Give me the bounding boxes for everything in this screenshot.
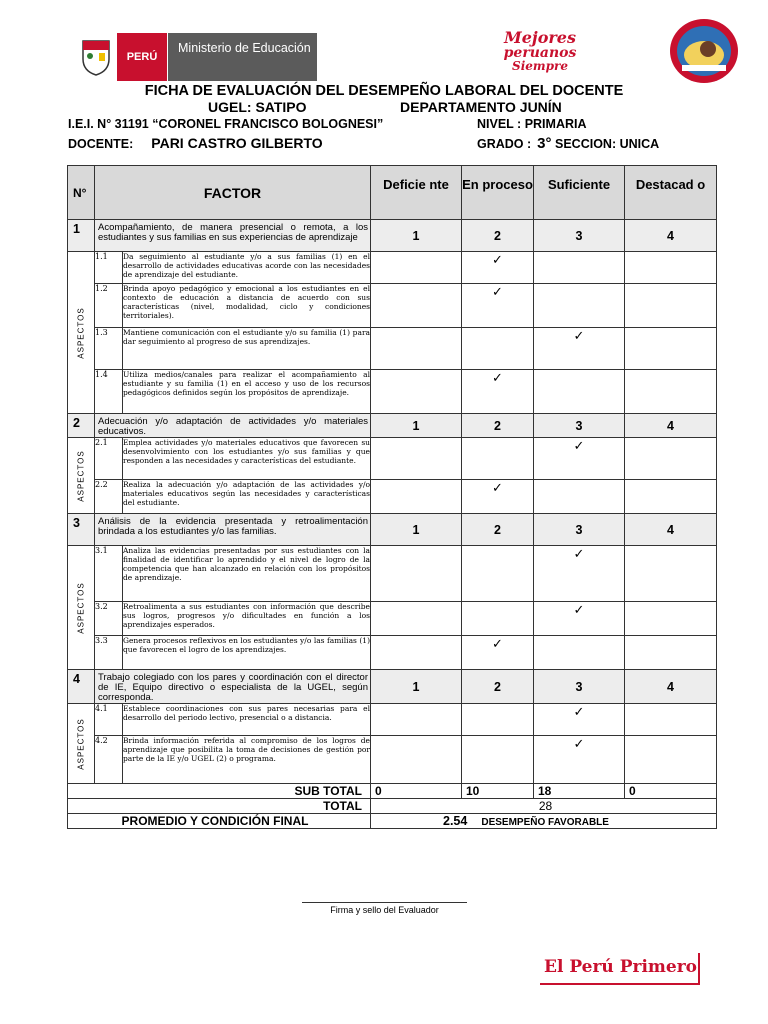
empty-check-cell — [371, 438, 462, 480]
check-mark-icon: ✓ — [534, 602, 625, 636]
aspect-code: 1.1 — [95, 252, 123, 284]
header-level-2: En proceso — [462, 166, 534, 220]
factor-level-number: 1 — [371, 220, 462, 252]
aspect-row — [68, 736, 717, 784]
factor-level-number: 4 — [625, 414, 717, 438]
aspects-label: ASPECTOS — [76, 306, 86, 359]
check-mark-icon: ✓ — [534, 328, 625, 370]
factor-level-number: 2 — [462, 670, 534, 704]
factor-row — [68, 414, 717, 438]
aspect-row — [68, 480, 717, 514]
empty-check-cell — [625, 252, 717, 284]
slogan-line-2: peruanos — [503, 45, 577, 61]
factor-number: 2 — [68, 414, 95, 438]
factor-text: Trabajo colegiado con los pares y coordinación con el director de IE, Equipo directivo o especialista de la UGEL, según corresponda. — [95, 670, 371, 704]
header-level-4: Destacad o — [625, 166, 717, 220]
subtotal-row — [68, 784, 717, 799]
average-value: 2.54 — [443, 814, 468, 828]
section-label: SECCION: UNICA — [555, 137, 660, 151]
check-mark-icon: ✓ — [534, 704, 625, 736]
factor-level-number: 3 — [534, 670, 625, 704]
empty-check-cell — [534, 480, 625, 514]
signature-line — [302, 902, 467, 903]
aspect-text: Establece coordinaciones con sus pares necesarias para el desarrollo del periodo lectivo, presencial o a distancia. — [123, 704, 371, 736]
average-label: PROMEDIO Y CONDICIÓN FINAL — [68, 814, 371, 829]
empty-check-cell — [625, 328, 717, 370]
final-condition: DESEMPEÑO FAVORABLE — [481, 817, 609, 828]
factor-level-number: 4 — [625, 220, 717, 252]
aspect-code: 3.3 — [95, 636, 123, 670]
department-label: DEPARTAMENTO JUNÍN — [400, 99, 562, 115]
empty-check-cell — [534, 370, 625, 414]
empty-check-cell — [371, 252, 462, 284]
empty-check-cell — [625, 602, 717, 636]
grade-label: GRADO : — [477, 137, 532, 151]
empty-check-cell — [371, 636, 462, 670]
aspect-code: 4.1 — [95, 704, 123, 736]
peru-label: PERÚ — [117, 33, 167, 81]
coat-of-arms-icon — [75, 33, 117, 81]
empty-check-cell — [462, 704, 534, 736]
form-title: FICHA DE EVALUACIÓN DEL DESEMPEÑO LABORAL DEL DOCENTE — [144, 83, 624, 99]
table-header-row — [68, 166, 717, 220]
factor-level-number: 2 — [462, 514, 534, 546]
empty-check-cell — [371, 370, 462, 414]
subtotal-value: 0 — [625, 784, 717, 799]
aspects-cell — [68, 546, 95, 670]
empty-check-cell — [625, 438, 717, 480]
empty-check-cell — [625, 284, 717, 328]
aspect-code: 2.2 — [95, 480, 123, 514]
school-name: I.E.I. N° 31191 “CORONEL FRANCISCO BOLOGNESI” — [68, 117, 384, 131]
aspect-row — [68, 328, 717, 370]
aspect-text: Da seguimiento al estudiante y/o a sus familias (1) en el desarrollo de actividades educativas acorde con las necesidades de aprendizaje del estudiante. — [123, 252, 371, 284]
aspect-row — [68, 704, 717, 736]
footer-logo: El Perú Primero — [540, 953, 700, 985]
grade-row — [477, 135, 659, 152]
aspect-code: 3.1 — [95, 546, 123, 602]
check-mark-icon: ✓ — [534, 736, 625, 784]
aspect-row — [68, 546, 717, 602]
aspect-code: 1.4 — [95, 370, 123, 414]
aspect-text: Emplea actividades y/o materiales educativos que favorecen su desenvolvimiento con los estudiantes y/o sus familias y que responden a las necesidades y características del estudiante. — [123, 438, 371, 480]
check-mark-icon: ✓ — [462, 636, 534, 670]
factor-level-number: 4 — [625, 514, 717, 546]
factor-level-number: 3 — [534, 220, 625, 252]
school-crest-icon — [668, 17, 740, 85]
empty-check-cell — [462, 438, 534, 480]
factor-row — [68, 514, 717, 546]
empty-check-cell — [625, 546, 717, 602]
slogan-line-1: Mejores — [504, 28, 576, 47]
aspect-text: Retroalimenta a sus estudiantes con información que describe sus logros, progresos y/o dificultades en función a los aprendizajes esperados. — [123, 602, 371, 636]
aspect-text: Realiza la adecuación y/o adaptación de las actividades y/o materiales educativos según las necesidades y características del estudiante. — [123, 480, 371, 514]
factor-text: Análisis de la evidencia presentada y retroalimentación brindada a los estudiantes y/o las familias. — [95, 514, 371, 546]
empty-check-cell — [462, 546, 534, 602]
factor-level-number: 1 — [371, 514, 462, 546]
header-number: N° — [68, 166, 95, 220]
empty-check-cell — [371, 284, 462, 328]
aspect-code: 1.2 — [95, 284, 123, 328]
factor-number: 4 — [68, 670, 95, 704]
empty-check-cell — [625, 636, 717, 670]
slogan-line-3: Siempre — [512, 59, 568, 73]
evaluation-table — [67, 165, 717, 829]
subtotal-value: 18 — [534, 784, 625, 799]
aspects-cell — [68, 438, 95, 514]
signature-label: Firma y sello del Evaluador — [330, 905, 439, 915]
grade-number: 3° — [537, 135, 552, 152]
aspects-cell — [68, 704, 95, 784]
factor-text: Adecuación y/o adaptación de actividades y/o materiales educativos. — [95, 414, 371, 438]
empty-check-cell — [625, 480, 717, 514]
empty-check-cell — [371, 736, 462, 784]
empty-check-cell — [371, 480, 462, 514]
subtotal-value: 10 — [462, 784, 534, 799]
factor-level-number: 2 — [462, 220, 534, 252]
factor-text: Acompañamiento, de manera presencial o remota, a los estudiantes y sus familias en sus experiencias de aprendizaje — [95, 220, 371, 252]
total-label: TOTAL — [68, 799, 371, 814]
factor-row — [68, 670, 717, 704]
factor-number: 3 — [68, 514, 95, 546]
level-label: NIVEL : PRIMARIA — [477, 117, 587, 131]
factor-level-number: 1 — [371, 414, 462, 438]
factor-level-number: 3 — [534, 414, 625, 438]
teacher-row — [68, 135, 323, 151]
aspect-text: Brinda información referida al compromiso de los logros de aprendizaje que posibilita la toma de decisiones de gestión por parte de la IE y/o UGEL (2) o programa. — [123, 736, 371, 784]
empty-check-cell — [371, 328, 462, 370]
subtotal-value: 0 — [371, 784, 462, 799]
empty-check-cell — [534, 636, 625, 670]
factor-level-number: 1 — [371, 670, 462, 704]
subtotal-label: SUB TOTAL — [68, 784, 371, 799]
aspect-code: 4.2 — [95, 736, 123, 784]
aspect-row — [68, 370, 717, 414]
aspect-text: Genera procesos reflexivos en los estudiantes y/o las familias (1) que favorecen el logro de los aprendizajes. — [123, 636, 371, 670]
empty-check-cell — [462, 602, 534, 636]
total-row — [68, 799, 717, 814]
empty-check-cell — [625, 370, 717, 414]
aspect-row — [68, 438, 717, 480]
check-mark-icon: ✓ — [462, 480, 534, 514]
empty-check-cell — [371, 602, 462, 636]
check-mark-icon: ✓ — [534, 438, 625, 480]
minedu-logo — [75, 33, 317, 81]
factor-row — [68, 220, 717, 252]
empty-check-cell — [625, 704, 717, 736]
teacher-name: PARI CASTRO GILBERTO — [151, 135, 323, 151]
aspect-row — [68, 602, 717, 636]
empty-check-cell — [371, 704, 462, 736]
teacher-label: DOCENTE: — [68, 137, 134, 151]
slogan-logo — [500, 30, 580, 78]
aspect-row — [68, 252, 717, 284]
ugel-label: UGEL: SATIPO — [208, 99, 307, 115]
aspects-label: ASPECTOS — [76, 449, 86, 502]
aspect-code: 2.1 — [95, 438, 123, 480]
total-value: 28 — [371, 799, 717, 814]
header-level-3: Suficiente — [534, 166, 625, 220]
empty-check-cell — [371, 546, 462, 602]
factor-level-number: 3 — [534, 514, 625, 546]
aspects-label: ASPECTOS — [76, 581, 86, 634]
check-mark-icon: ✓ — [534, 546, 625, 602]
check-mark-icon: ✓ — [462, 370, 534, 414]
aspects-label: ASPECTOS — [76, 717, 86, 770]
aspect-text: Analiza las evidencias presentadas por sus estudiantes con la finalidad de identificar lo aprendido y el nivel de logro de la competencia que han alcanzado en relación con los propósitos de aprendizaje. — [123, 546, 371, 602]
factor-level-number: 4 — [625, 670, 717, 704]
factor-number: 1 — [68, 220, 95, 252]
header-level-1: Deficie nte — [371, 166, 462, 220]
aspect-text: Utiliza medios/canales para realizar el acompañamiento al estudiante y su familia (1) en el acceso y uso de los recursos pedagógicos definidos según los propósitos de aprendizaje. — [123, 370, 371, 414]
average-cell — [371, 814, 717, 829]
aspect-text: Brinda apoyo pedagógico y emocional a los estudiantes en el contexto de educación a distancia de acuerdo con sus características (nivel, modalidad, ciclo y condiciones territoriales). — [123, 284, 371, 328]
ministry-label: Ministerio de Educación — [167, 33, 317, 81]
average-row — [68, 814, 717, 829]
factor-level-number: 2 — [462, 414, 534, 438]
header-factor: FACTOR — [95, 166, 371, 220]
aspect-row — [68, 636, 717, 670]
aspect-text: Mantiene comunicación con el estudiante y/o su familia (1) para dar seguimiento al progreso de sus aprendizajes. — [123, 328, 371, 370]
aspect-code: 3.2 — [95, 602, 123, 636]
empty-check-cell — [462, 328, 534, 370]
aspects-cell — [68, 252, 95, 414]
check-mark-icon: ✓ — [462, 284, 534, 328]
aspect-row — [68, 284, 717, 328]
empty-check-cell — [534, 252, 625, 284]
aspect-code: 1.3 — [95, 328, 123, 370]
empty-check-cell — [462, 736, 534, 784]
empty-check-cell — [534, 284, 625, 328]
check-mark-icon: ✓ — [462, 252, 534, 284]
empty-check-cell — [625, 736, 717, 784]
